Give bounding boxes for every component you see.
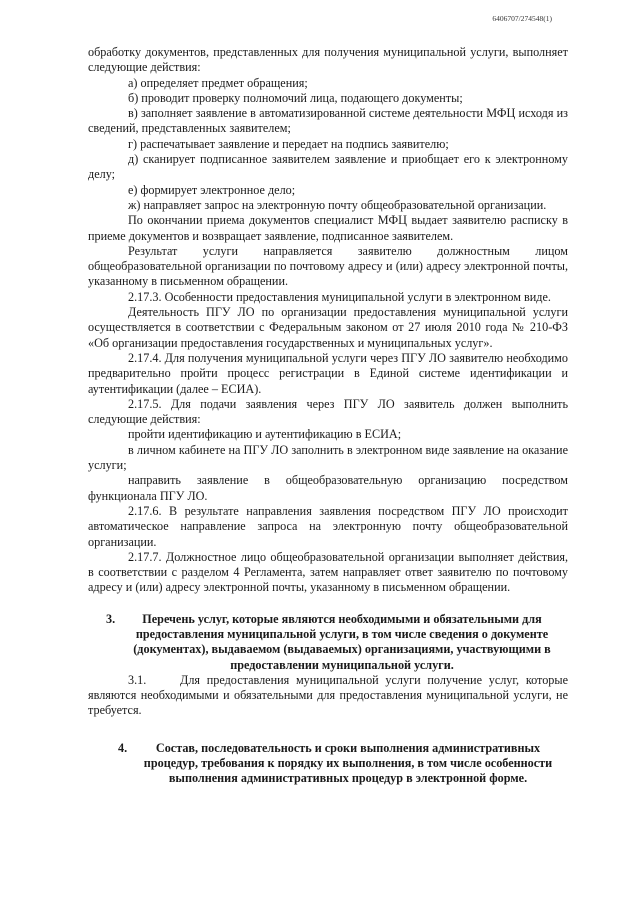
step-a: а) определяет предмет обращения; <box>128 75 308 90</box>
step-d: г) распечатывает заявление и передает на подпись заявителю; <box>128 136 449 151</box>
paragraph-intro: обработку документов, представленных для получения муниципальной услуги, выполняет следующие действия: <box>88 45 568 75</box>
action-fill-form: в личном кабинете на ПГУ ЛО заполнить в электронном виде заявление на оказание услуги; <box>88 442 568 473</box>
section-4-heading <box>88 741 568 787</box>
paragraph-receipt: По окончании приема документов специалист МФЦ выдает заявителю расписку в приеме документов и возвращает заявление, подписанное заявителем. <box>88 213 568 243</box>
paragraph-2-17-7: 2.17.7. Должностное лицо общеобразовательной организации выполняет действия, в соответствии с разделом 4 Регламента, затем направляет ответ заявителю по почтовому адресу и (или) адресу электронной почты, указанному в письменном обращении. <box>88 549 568 595</box>
step-f: е) формирует электронное дело; <box>128 182 296 197</box>
paragraph-3-1-number: 3.1. <box>128 672 147 687</box>
section-3-title: Перечень услуг, которые являются необходимыми и обязательными для предоставления муниципальной услуги, в том числе сведения о документе (документах), выдаваемом (выдаваемых) организациями, участвующими в предоставлении муниципальной услуги. <box>133 611 551 672</box>
section-4-title: Состав, последовательность и сроки выполнения административных процедур, требования к порядку их выполнения, в том числе особенности выполнения административных процедур в электронной форме. <box>143 740 553 786</box>
action-identification: пройти идентификацию и аутентификацию в ЕСИА; <box>128 427 402 442</box>
step-e: д) сканирует подписанное заявителем заявление и приобщает его к электронному делу; <box>88 152 568 182</box>
document-id: 6406707/274548(1) <box>492 14 552 23</box>
section-3-heading <box>88 612 568 673</box>
action-send: направить заявление в общеобразовательную организацию посредством функционала ПГУ ЛО. <box>88 473 568 503</box>
paragraph-activity: Деятельность ПГУ ЛО по организации предоставления муниципальной услуги осуществляется в соответствии с Федеральным законом от 27 июля 2010 года № 210-ФЗ «Об организации предоставления государственных и муниципальных услуг». <box>88 305 568 350</box>
paragraph-2-17-6: 2.17.6. В результате направления заявления посредством ПГУ ЛО происходит автоматическое направление запроса на электронную почту общеобразовательной организации. <box>88 503 568 549</box>
section-4-number: 4. <box>118 740 128 755</box>
paragraph-2-17-3: 2.17.3. Особенности предоставления муниципальной услуги в электронном виде. <box>128 289 551 304</box>
step-c: в) заполняет заявление в автоматизированной системе деятельности МФЦ исходя из сведений, представленных заявителем; <box>88 106 568 136</box>
paragraph-3-1 <box>88 673 568 719</box>
paragraph-3-1-text: Для предоставления муниципальной услуги получение услуг, которые являются необходимыми и обязательными для предоставления муниципальной услуги, не требуется. <box>88 672 568 718</box>
section-3-number: 3. <box>106 611 116 626</box>
step-g: ж) направляет запрос на электронную почту общеобразовательной организации. <box>128 197 547 212</box>
paragraph-2-17-5: 2.17.5. Для подачи заявления через ПГУ ЛО заявитель должен выполнить следующие действия: <box>88 396 568 427</box>
step-b: б) проводит проверку полномочий лица, подающего документы; <box>128 90 463 105</box>
paragraph-2-17-4: 2.17.4. Для получения муниципальной услуги через ПГУ ЛО заявителю необходимо предварительно пройти процесс регистрации в Единой системе идентификации и аутентификации (далее – ЕСИА). <box>88 350 568 396</box>
document-body <box>88 45 568 787</box>
paragraph-result: Результат услуги направляется заявителю должностным лицом общеобразовательной организации по почтовому адресу и (или) адресу электронной почты, указанному в письменном обращении. <box>88 243 568 289</box>
